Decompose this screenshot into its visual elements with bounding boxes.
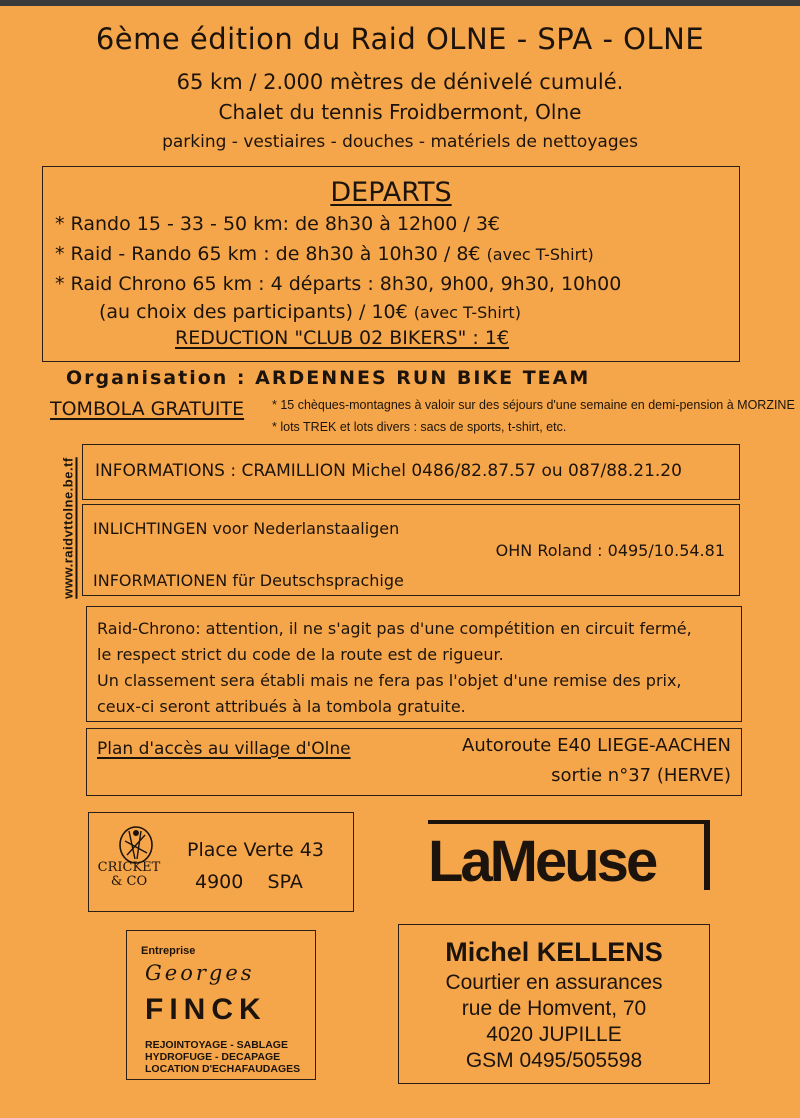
tombola-item-2: * lots TREK et lots divers : sacs de sports, t-shirt, etc. — [272, 420, 567, 434]
cricket-logo-text — [91, 861, 167, 889]
chrono-notice-line-1: Raid-Chrono: attention, il ne s'agit pas d'une compétition en circuit fermé, — [97, 619, 692, 638]
depart-raid-rando-note: (avec T-Shirt) — [486, 245, 594, 264]
depart-chrono-choice-main: (au choix des participants) / 10€ — [99, 301, 408, 323]
venue-info: Chalet du tennis Froidbermont, Olne — [218, 100, 582, 124]
inlichtingen-nl: INLICHTINGEN voor Nederlanstaaligen — [93, 519, 400, 538]
finck-service-1: REJOINTOYAGE - SABLAGE — [145, 1039, 288, 1051]
departs-box — [42, 166, 740, 362]
kellens-role: Courtier en assurances — [445, 971, 663, 994]
access-box — [86, 728, 742, 796]
depart-rando: * Rando 15 - 33 - 50 km: de 8h30 à 12h00 / 3€ — [55, 213, 500, 235]
finck-service-2: HYDROFUGE - DECAPAGE — [145, 1051, 281, 1063]
lameuse-wordmark: LaMeuse — [428, 829, 656, 894]
facilities-info: parking - vestiaires - douches - matériels de nettoyages — [162, 132, 638, 152]
access-exit: sortie n°37 (HERVE) — [551, 765, 731, 786]
chrono-notice-box — [86, 606, 742, 722]
lameuse-side-bar — [704, 820, 710, 890]
reduction-club: REDUCTION "CLUB 02 BIKERS" : 1€ — [175, 327, 510, 349]
kellens-city: 4020 JUPILLE — [486, 1023, 622, 1046]
depart-chrono-choice — [99, 301, 521, 323]
finck-service-3: LOCATION D'ECHAFAUDAGES — [145, 1063, 301, 1075]
depart-raid-rando-main: * Raid - Rando 65 km : de 8h30 à 10h30 / 8€ — [55, 243, 481, 265]
tombola-label: TOMBOLA GRATUITE — [50, 398, 245, 420]
chrono-notice-line-2: le respect strict du code de la route est de rigueur. — [97, 645, 504, 664]
cricket-logo-text-2: & CO — [110, 874, 148, 889]
tombola-item-1: * 15 chèques-montagnes à valoir sur des séjours d'une semaine en demi-pension à MORZINE — [272, 398, 795, 412]
sponsor-kellens-box — [398, 924, 710, 1084]
informations-contact: INFORMATIONS : CRAMILLION Michel 0486/82.87.57 ou 087/88.21.20 — [95, 461, 682, 481]
cricket-city: 4900 SPA — [195, 871, 303, 893]
sponsor-finck-box — [126, 930, 316, 1080]
kellens-name: Michel KELLENS — [445, 937, 663, 967]
chrono-notice-line-3: Un classement sera établi mais ne fera pas l'objet d'une remise des prix, — [97, 671, 682, 690]
kellens-street: rue de Homvent, 70 — [461, 997, 647, 1020]
chrono-notice-line-4: ceux-ci seront attribués à la tombola gratuite. — [97, 697, 466, 716]
finck-name: FINCK — [145, 993, 267, 1026]
lameuse-top-bar — [428, 820, 708, 824]
distance-info: 65 km / 2.000 mètres de dénivelé cumulé. — [176, 70, 624, 94]
website-vertical — [58, 440, 78, 615]
cricket-address: Place Verte 43 — [187, 839, 324, 861]
scan-top-edge — [0, 0, 800, 6]
inlichtingen-de: INFORMATIONEN für Deutschsprachige — [93, 571, 404, 590]
depart-raid-rando — [55, 243, 594, 265]
kellens-gsm: GSM 0495/505598 — [465, 1049, 643, 1072]
sponsor-cricket-box — [88, 812, 354, 912]
depart-chrono-choice-note: (avec T-Shirt) — [413, 303, 521, 322]
finck-label: Entreprise — [141, 945, 196, 957]
inlichtingen-box — [82, 504, 740, 596]
departs-heading: DEPARTS — [330, 177, 452, 208]
inlichtingen-contact: OHN Roland : 0495/10.54.81 — [495, 541, 725, 560]
access-plan-label: Plan d'accès au village d'Olne — [97, 739, 351, 759]
depart-raid-chrono: * Raid Chrono 65 km : 4 départs : 8h30, 9h00, 9h30, 10h00 — [55, 273, 622, 295]
access-route: Autoroute E40 LIEGE-AACHEN — [462, 735, 731, 756]
sponsor-lameuse-logo — [428, 820, 710, 900]
flyer-title: 6ème édition du Raid OLNE - SPA - OLNE — [95, 22, 705, 56]
website-link[interactable]: www.raidvttolne.be.tf — [60, 456, 76, 599]
informations-box — [82, 444, 740, 500]
finck-firstname: Georges — [145, 961, 255, 985]
cricket-logo-text-1: CRICKET — [97, 860, 161, 875]
organisation: Organisation : ARDENNES RUN BIKE TEAM — [66, 367, 591, 389]
